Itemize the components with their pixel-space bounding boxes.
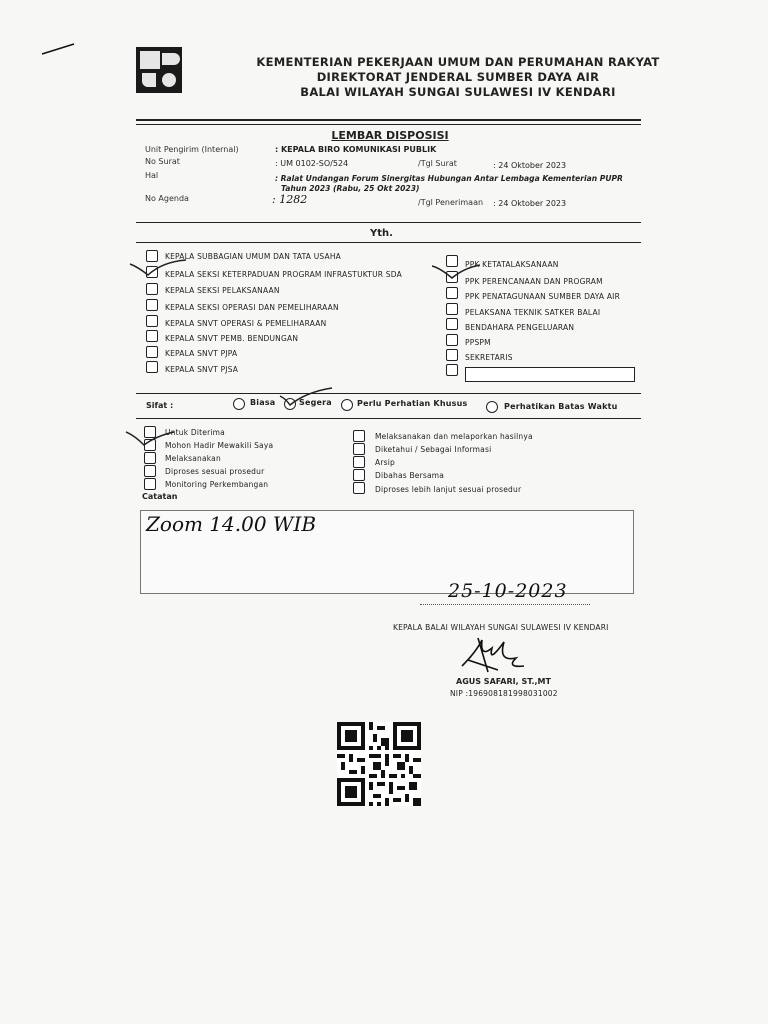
- header-balai: BALAI WILAYAH SUNGAI SULAWESI IV KENDARI: [300, 85, 616, 99]
- instruction-label: Untuk Diterima: [165, 428, 225, 437]
- recipient-label: KEPALA SNVT PJPA: [165, 349, 238, 358]
- recipient-checkbox[interactable]: [146, 346, 158, 358]
- instruction-checkbox[interactable]: [144, 478, 156, 490]
- check-mark-icon: [124, 428, 176, 450]
- signature-date: 25-10-2023: [448, 580, 568, 602]
- signature-scribble-icon: [458, 632, 528, 674]
- recipient-label: KEPALA SNVT PEMB. BENDUNGAN: [165, 334, 299, 343]
- instruction-checkbox[interactable]: [353, 456, 365, 468]
- pupr-logo-icon: [136, 47, 182, 93]
- yth-title: Yth.: [370, 228, 393, 239]
- recipient-label: KEPALA SNVT OPERASI & PEMELIHARAAN: [165, 319, 327, 328]
- noagenda-label: No Agenda: [145, 194, 189, 203]
- recipient-label: PPSPM: [465, 338, 491, 347]
- recipient-label: KEPALA SEKSI PELAKSANAAN: [165, 286, 280, 295]
- hal-value-line2: Tahun 2023 (Rabu, 25 Okt 2023): [281, 184, 420, 193]
- instruction-checkbox[interactable]: [144, 452, 156, 464]
- recipient-label: KEPALA SEKSI KETERPADUAN PROGRAM INFRASTUKTUR SDA: [165, 270, 402, 279]
- instruction-label: Melaksanakan dan melaporkan hasilnya: [375, 432, 533, 441]
- date-dotted-line: [420, 604, 590, 605]
- instruction-checkbox[interactable]: [353, 443, 365, 455]
- instruction-label: Monitoring Perkembangan: [165, 480, 269, 489]
- tglterima-label: /Tgl Penerimaan: [418, 198, 484, 207]
- nosurat-value: : UM 0102-SO/524: [275, 159, 349, 168]
- recipient-checkbox[interactable]: [446, 349, 458, 361]
- noagenda-value: : 1282: [272, 193, 308, 206]
- tglsurat-label: /Tgl Surat: [418, 159, 457, 168]
- recipient-other-field[interactable]: [465, 367, 635, 382]
- instruction-label: Mohon Hadir Mewakili Saya: [165, 441, 274, 450]
- sifat-option-label: Perhatikan Batas Waktu: [504, 402, 618, 411]
- instruction-label: Diproses lebih lanjut sesuai prosedur: [375, 485, 522, 494]
- instruction-checkbox[interactable]: [144, 465, 156, 477]
- signature-nip: NIP :196908181998031002: [450, 689, 558, 698]
- recipient-checkbox[interactable]: [146, 315, 158, 327]
- sifat-option-label: Segera: [299, 398, 332, 407]
- recipient-label: BENDAHARA PENGELUARAN: [465, 323, 575, 332]
- recipient-label: PPK PENATAGUNAAN SUMBER DAYA AIR: [465, 292, 621, 301]
- recipient-label: KEPALA SEKSI OPERASI DAN PEMELIHARAAN: [165, 303, 339, 312]
- yth-rule-bottom: [136, 242, 641, 243]
- form-title: LEMBAR DISPOSISI: [331, 129, 449, 142]
- yth-rule-top: [136, 222, 641, 223]
- tglsurat-value: : 24 Oktober 2023: [493, 161, 567, 170]
- instruction-label: Diketahui / Sebagai Informasi: [375, 445, 492, 454]
- pen-mark-icon: [40, 42, 76, 56]
- instruction-label: Arsip: [375, 458, 395, 467]
- recipient-checkbox[interactable]: [446, 318, 458, 330]
- nosurat-label: No Surat: [145, 157, 180, 166]
- tglterima-value: : 24 Oktober 2023: [493, 199, 567, 208]
- sifat-rule-bottom: [136, 418, 641, 419]
- instruction-label: Melaksanakan: [165, 454, 221, 463]
- recipient-label: KEPALA SNVT PJSA: [165, 365, 239, 374]
- recipient-label: PPK KETATALAKSANAAN: [465, 260, 559, 269]
- instruction-label: Diproses sesuai prosedur: [165, 467, 265, 476]
- sifat-option-label: Perlu Perhatian Khusus: [357, 399, 468, 408]
- hal-value-line1: : Ralat Undangan Forum Sinergitas Hubungan Antar Lembaga Kementerian PUPR: [275, 174, 623, 183]
- header-rule-thick: [136, 119, 641, 121]
- instruction-checkbox[interactable]: [353, 482, 365, 494]
- recipient-label: KEPALA SUBBAGIAN UMUM DAN TATA USAHA: [165, 252, 342, 261]
- catatan-handwritten-note: Zoom 14.00 WIB: [146, 512, 317, 536]
- sifat-option-label: Biasa: [250, 398, 276, 407]
- check-mark-icon: [430, 262, 482, 284]
- sifat-rule-top: [136, 393, 641, 394]
- unit-value: : KEPALA BIRO KOMUNIKASI PUBLIK: [275, 145, 437, 154]
- sifat-radio[interactable]: [486, 401, 498, 413]
- sifat-radio[interactable]: [233, 398, 245, 410]
- catatan-label: Catatan: [142, 492, 178, 501]
- recipient-checkbox[interactable]: [446, 334, 458, 346]
- recipient-label: SEKRETARIS: [465, 353, 513, 362]
- recipient-checkbox[interactable]: [146, 361, 158, 373]
- header-rule-thin: [136, 124, 641, 125]
- recipient-checkbox[interactable]: [446, 287, 458, 299]
- instruction-label: Dibahas Bersama: [375, 471, 445, 480]
- sifat-radio[interactable]: [341, 399, 353, 411]
- sifat-label: Sifat :: [146, 401, 174, 410]
- recipient-checkbox[interactable]: [446, 303, 458, 315]
- qr-code-icon: [337, 722, 421, 806]
- check-mark-icon: [128, 258, 188, 282]
- recipient-checkbox[interactable]: [146, 330, 158, 342]
- hal-label: Hal: [145, 171, 159, 180]
- header-ministry: KEMENTERIAN PEKERJAAN UMUM DAN PERUMAHAN RAKYAT: [256, 55, 660, 69]
- instruction-checkbox[interactable]: [353, 469, 365, 481]
- signature-position: KEPALA BALAI WILAYAH SUNGAI SULAWESI IV KENDARI: [393, 623, 609, 632]
- recipient-label: PELAKSANA TEKNIK SATKER BALAI: [465, 308, 601, 317]
- header-directorate: DIREKTORAT JENDERAL SUMBER DAYA AIR: [316, 70, 600, 84]
- recipient-checkbox[interactable]: [146, 299, 158, 311]
- signature-name: AGUS SAFARI, ST.,MT: [456, 677, 551, 686]
- instruction-checkbox[interactable]: [353, 430, 365, 442]
- recipient-checkbox[interactable]: [146, 283, 158, 295]
- recipient-checkbox[interactable]: [446, 364, 458, 376]
- recipient-label: PPK PERENCANAAN DAN PROGRAM: [465, 277, 603, 286]
- check-mark-icon: [278, 386, 334, 408]
- unit-label: Unit Pengirim (Internal): [145, 145, 239, 154]
